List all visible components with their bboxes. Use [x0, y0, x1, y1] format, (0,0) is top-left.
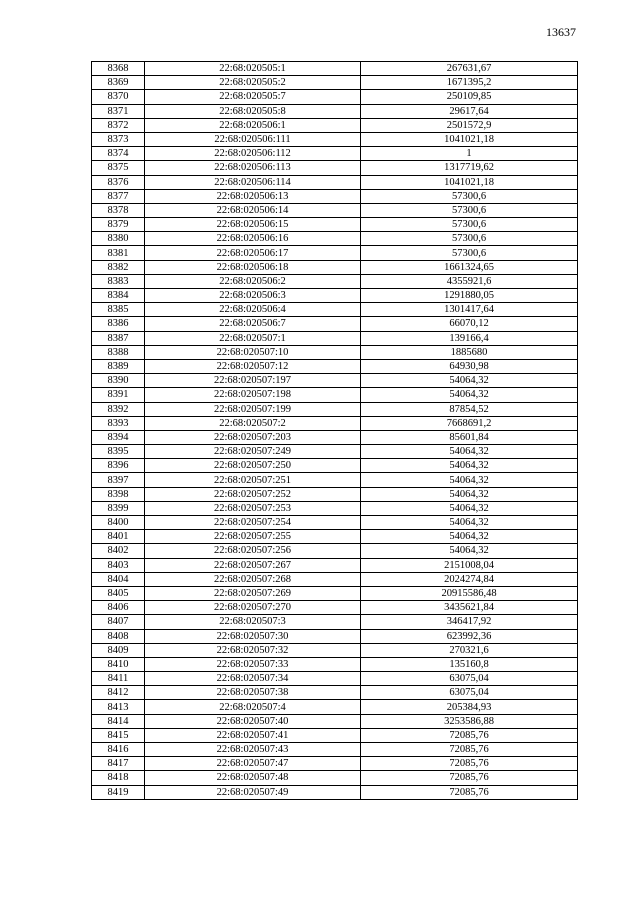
- row-number-cell: 8397: [92, 473, 145, 487]
- cadastral-value-cell: 57300,6: [361, 246, 578, 260]
- cadastral-number-cell: 22:68:020507:254: [145, 516, 361, 530]
- cadastral-value-cell: 54064,32: [361, 530, 578, 544]
- row-number-cell: 8417: [92, 757, 145, 771]
- table-row: [92, 317, 578, 331]
- table-row: [92, 714, 578, 728]
- table-row: [92, 473, 578, 487]
- table-row: [92, 76, 578, 90]
- cadastral-value-cell: 3253586,88: [361, 714, 578, 728]
- cadastral-value-cell: 64930,98: [361, 359, 578, 373]
- table-row: [92, 544, 578, 558]
- cadastral-value-cell: 87854,52: [361, 402, 578, 416]
- row-number-cell: 8377: [92, 189, 145, 203]
- row-number-cell: 8372: [92, 118, 145, 132]
- cadastral-number-cell: 22:68:020505:2: [145, 76, 361, 90]
- table-row: [92, 586, 578, 600]
- table-row: [92, 615, 578, 629]
- cadastral-value-cell: 85601,84: [361, 430, 578, 444]
- row-number-cell: 8414: [92, 714, 145, 728]
- cadastral-value-cell: 2024274,84: [361, 572, 578, 586]
- cadastral-number-cell: 22:68:020507:268: [145, 572, 361, 586]
- row-number-cell: 8404: [92, 572, 145, 586]
- cadastral-number-cell: 22:68:020507:199: [145, 402, 361, 416]
- row-number-cell: 8402: [92, 544, 145, 558]
- cadastral-value-cell: 135160,8: [361, 657, 578, 671]
- cadastral-value-cell: 54064,32: [361, 516, 578, 530]
- cadastral-value-cell: 250109,85: [361, 90, 578, 104]
- row-number-cell: 8391: [92, 388, 145, 402]
- row-number-cell: 8382: [92, 260, 145, 274]
- row-number-cell: 8411: [92, 672, 145, 686]
- table-row: [92, 657, 578, 671]
- cadastral-number-cell: 22:68:020506:112: [145, 147, 361, 161]
- table-row: [92, 501, 578, 515]
- cadastral-number-cell: 22:68:020507:1: [145, 331, 361, 345]
- cadastral-value-cell: 3435621,84: [361, 601, 578, 615]
- table-body: [92, 62, 578, 800]
- row-number-cell: 8413: [92, 700, 145, 714]
- cadastral-number-cell: 22:68:020506:111: [145, 132, 361, 146]
- cadastral-value-cell: 54064,32: [361, 501, 578, 515]
- cadastral-number-cell: 22:68:020507:48: [145, 771, 361, 785]
- cadastral-number-cell: 22:68:020507:255: [145, 530, 361, 544]
- row-number-cell: 8392: [92, 402, 145, 416]
- cadastral-number-cell: 22:68:020507:43: [145, 743, 361, 757]
- table-row: [92, 161, 578, 175]
- table-row: [92, 558, 578, 572]
- cadastral-value-cell: 54064,32: [361, 544, 578, 558]
- cadastral-number-cell: 22:68:020507:197: [145, 374, 361, 388]
- cadastral-value-cell: 20915586,48: [361, 586, 578, 600]
- cadastral-value-cell: 1661324,65: [361, 260, 578, 274]
- table-row: [92, 132, 578, 146]
- table-row: [92, 331, 578, 345]
- table-row: [92, 203, 578, 217]
- cadastral-number-cell: 22:68:020507:32: [145, 643, 361, 657]
- cadastral-value-cell: 57300,6: [361, 232, 578, 246]
- table-row: [92, 643, 578, 657]
- cadastral-number-cell: 22:68:020505:1: [145, 62, 361, 76]
- cadastral-number-cell: 22:68:020507:40: [145, 714, 361, 728]
- row-number-cell: 8374: [92, 147, 145, 161]
- row-number-cell: 8400: [92, 516, 145, 530]
- cadastral-number-cell: 22:68:020505:8: [145, 104, 361, 118]
- cadastral-value-cell: 54064,32: [361, 374, 578, 388]
- table-row: [92, 728, 578, 742]
- row-number-cell: 8394: [92, 430, 145, 444]
- row-number-cell: 8415: [92, 728, 145, 742]
- cadastral-value-cell: 205384,93: [361, 700, 578, 714]
- cadastral-number-cell: 22:68:020506:17: [145, 246, 361, 260]
- cadastral-number-cell: 22:68:020506:114: [145, 175, 361, 189]
- table-row: [92, 388, 578, 402]
- cadastral-number-cell: 22:68:020507:47: [145, 757, 361, 771]
- row-number-cell: 8383: [92, 274, 145, 288]
- cadastral-value-cell: 7668691,2: [361, 416, 578, 430]
- table-row: [92, 416, 578, 430]
- cadastral-number-cell: 22:68:020506:4: [145, 303, 361, 317]
- table-row: [92, 430, 578, 444]
- table-row: [92, 743, 578, 757]
- cadastral-value-cell: 72085,76: [361, 728, 578, 742]
- row-number-cell: 8410: [92, 657, 145, 671]
- cadastral-number-cell: 22:68:020506:2: [145, 274, 361, 288]
- cadastral-value-cell: 1041021,18: [361, 132, 578, 146]
- cadastral-number-cell: 22:68:020507:250: [145, 459, 361, 473]
- row-number-cell: 8376: [92, 175, 145, 189]
- row-number-cell: 8419: [92, 785, 145, 799]
- cadastral-number-cell: 22:68:020507:256: [145, 544, 361, 558]
- cadastral-number-cell: 22:68:020507:270: [145, 601, 361, 615]
- cadastral-number-cell: 22:68:020507:267: [145, 558, 361, 572]
- cadastral-value-cell: 66070,12: [361, 317, 578, 331]
- row-number-cell: 8384: [92, 289, 145, 303]
- cadastral-number-cell: 22:68:020506:13: [145, 189, 361, 203]
- table-row: [92, 686, 578, 700]
- cadastral-number-cell: 22:68:020507:251: [145, 473, 361, 487]
- table-row: [92, 402, 578, 416]
- table-row: [92, 771, 578, 785]
- row-number-cell: 8386: [92, 317, 145, 331]
- table-row: [92, 601, 578, 615]
- cadastral-value-cell: 1317719,62: [361, 161, 578, 175]
- table-row: [92, 700, 578, 714]
- cadastral-value-cell: 57300,6: [361, 189, 578, 203]
- table-row: [92, 62, 578, 76]
- row-number-cell: 8371: [92, 104, 145, 118]
- row-number-cell: 8409: [92, 643, 145, 657]
- table-row: [92, 530, 578, 544]
- cadastral-value-cell: 54064,32: [361, 445, 578, 459]
- row-number-cell: 8405: [92, 586, 145, 600]
- row-number-cell: 8396: [92, 459, 145, 473]
- cadastral-number-cell: 22:68:020507:249: [145, 445, 361, 459]
- cadastral-value-cell: 1671395,2: [361, 76, 578, 90]
- cadastral-number-cell: 22:68:020506:14: [145, 203, 361, 217]
- row-number-cell: 8378: [92, 203, 145, 217]
- cadastral-value-cell: 2501572,9: [361, 118, 578, 132]
- cadastral-number-cell: 22:68:020507:252: [145, 487, 361, 501]
- row-number-cell: 8388: [92, 345, 145, 359]
- row-number-cell: 8403: [92, 558, 145, 572]
- cadastral-value-cell: 267631,67: [361, 62, 578, 76]
- table-row: [92, 246, 578, 260]
- cadastral-value-cell: 54064,32: [361, 487, 578, 501]
- cadastral-number-cell: 22:68:020507:10: [145, 345, 361, 359]
- table-row: [92, 232, 578, 246]
- cadastral-number-cell: 22:68:020507:41: [145, 728, 361, 742]
- row-number-cell: 8401: [92, 530, 145, 544]
- row-number-cell: 8412: [92, 686, 145, 700]
- table-row: [92, 175, 578, 189]
- cadastral-value-cell: 4355921,6: [361, 274, 578, 288]
- table-row: [92, 189, 578, 203]
- cadastral-number-cell: 22:68:020507:198: [145, 388, 361, 402]
- table-row: [92, 218, 578, 232]
- row-number-cell: 8393: [92, 416, 145, 430]
- table-row: [92, 289, 578, 303]
- cadastral-number-cell: 22:68:020506:1: [145, 118, 361, 132]
- row-number-cell: 8369: [92, 76, 145, 90]
- cadastral-value-cell: 1041021,18: [361, 175, 578, 189]
- cadastral-number-cell: 22:68:020507:49: [145, 785, 361, 799]
- cadastral-number-cell: 22:68:020506:7: [145, 317, 361, 331]
- cadastral-number-cell: 22:68:020506:3: [145, 289, 361, 303]
- cadastral-number-cell: 22:68:020507:34: [145, 672, 361, 686]
- table-row: [92, 757, 578, 771]
- table-row: [92, 629, 578, 643]
- cadastral-number-cell: 22:68:020507:253: [145, 501, 361, 515]
- cadastral-value-cell: 63075,04: [361, 686, 578, 700]
- cadastral-value-cell: 63075,04: [361, 672, 578, 686]
- row-number-cell: 8379: [92, 218, 145, 232]
- table-row: [92, 672, 578, 686]
- cadastral-value-cell: 2151008,04: [361, 558, 578, 572]
- cadastral-value-cell: 139166,4: [361, 331, 578, 345]
- cadastral-number-cell: 22:68:020507:2: [145, 416, 361, 430]
- cadastral-value-cell: 1291880,05: [361, 289, 578, 303]
- table-row: [92, 487, 578, 501]
- cadastral-value-cell: 1: [361, 147, 578, 161]
- cadastral-value-cell: 346417,92: [361, 615, 578, 629]
- cadastral-value-cell: 1301417,64: [361, 303, 578, 317]
- row-number-cell: 8375: [92, 161, 145, 175]
- cadastral-value-cell: 1885680: [361, 345, 578, 359]
- cadastral-value-cell: 57300,6: [361, 203, 578, 217]
- cadastral-number-cell: 22:68:020507:3: [145, 615, 361, 629]
- table-row: [92, 274, 578, 288]
- cadastral-value-cell: 72085,76: [361, 743, 578, 757]
- row-number-cell: 8418: [92, 771, 145, 785]
- table-row: [92, 118, 578, 132]
- row-number-cell: 8390: [92, 374, 145, 388]
- table-row: [92, 260, 578, 274]
- table-row: [92, 345, 578, 359]
- table-row: [92, 445, 578, 459]
- row-number-cell: 8380: [92, 232, 145, 246]
- row-number-cell: 8381: [92, 246, 145, 260]
- cadastral-value-cell: 72085,76: [361, 771, 578, 785]
- cadastral-number-cell: 22:68:020507:12: [145, 359, 361, 373]
- row-number-cell: 8389: [92, 359, 145, 373]
- table-row: [92, 374, 578, 388]
- cadastral-value-cell: 72085,76: [361, 785, 578, 799]
- cadastral-value-table: [91, 61, 578, 800]
- cadastral-number-cell: 22:68:020507:33: [145, 657, 361, 671]
- cadastral-value-cell: 623992,36: [361, 629, 578, 643]
- row-number-cell: 8387: [92, 331, 145, 345]
- row-number-cell: 8398: [92, 487, 145, 501]
- table-row: [92, 303, 578, 317]
- cadastral-number-cell: 22:68:020507:203: [145, 430, 361, 444]
- cadastral-value-cell: 54064,32: [361, 473, 578, 487]
- row-number-cell: 8385: [92, 303, 145, 317]
- cadastral-value-cell: 54064,32: [361, 459, 578, 473]
- cadastral-value-cell: 29617,64: [361, 104, 578, 118]
- cadastral-value-cell: 54064,32: [361, 388, 578, 402]
- cadastral-value-cell: 270321,6: [361, 643, 578, 657]
- cadastral-number-cell: 22:68:020507:30: [145, 629, 361, 643]
- page-number: 13637: [546, 25, 576, 39]
- cadastral-value-cell: 57300,6: [361, 218, 578, 232]
- cadastral-number-cell: 22:68:020507:269: [145, 586, 361, 600]
- row-number-cell: 8416: [92, 743, 145, 757]
- table-row: [92, 90, 578, 104]
- cadastral-number-cell: 22:68:020507:4: [145, 700, 361, 714]
- cadastral-number-cell: 22:68:020506:113: [145, 161, 361, 175]
- row-number-cell: 8406: [92, 601, 145, 615]
- table-row: [92, 147, 578, 161]
- table-row: [92, 572, 578, 586]
- cadastral-number-cell: 22:68:020506:16: [145, 232, 361, 246]
- row-number-cell: 8373: [92, 132, 145, 146]
- cadastral-number-cell: 22:68:020506:18: [145, 260, 361, 274]
- row-number-cell: 8399: [92, 501, 145, 515]
- cadastral-value-cell: 72085,76: [361, 757, 578, 771]
- row-number-cell: 8370: [92, 90, 145, 104]
- table-row: [92, 516, 578, 530]
- table-row: [92, 459, 578, 473]
- cadastral-number-cell: 22:68:020507:38: [145, 686, 361, 700]
- table-row: [92, 104, 578, 118]
- table-row: [92, 359, 578, 373]
- cadastral-number-cell: 22:68:020506:15: [145, 218, 361, 232]
- row-number-cell: 8407: [92, 615, 145, 629]
- cadastral-number-cell: 22:68:020505:7: [145, 90, 361, 104]
- row-number-cell: 8395: [92, 445, 145, 459]
- table-row: [92, 785, 578, 799]
- row-number-cell: 8408: [92, 629, 145, 643]
- row-number-cell: 8368: [92, 62, 145, 76]
